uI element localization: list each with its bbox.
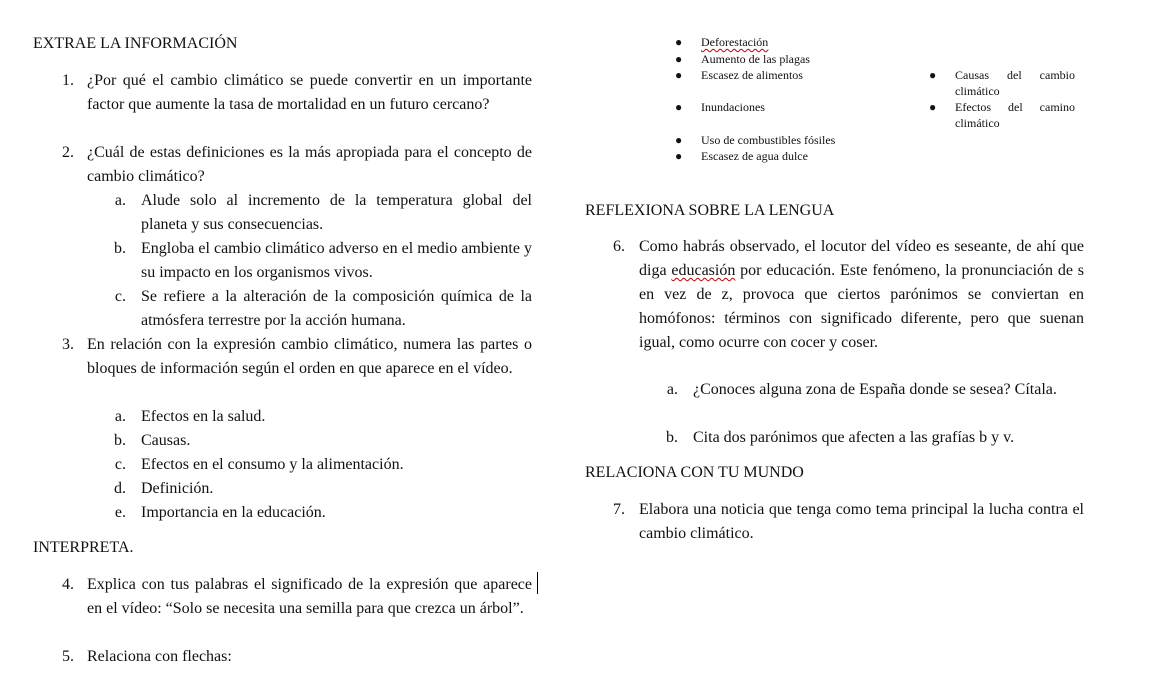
heading-relaciona: RELACIONA CON TU MUNDO: [585, 464, 804, 481]
option-label: b.: [666, 429, 678, 446]
option-text: Causas.: [141, 432, 191, 449]
question-6: Como habrás observado, el locutor del vídeo es seseante, de ahí que diga educasión por educación. Este fenómeno, la pronunciación de s en vez de z, provoca que ciertos parónimos se conviertan en homófonos: términos con significado diferente, pero que suenan igual, como ocurre con cocer y coser.: [639, 238, 1085, 351]
question-number: 2.: [62, 144, 74, 161]
bullet-icon: ●: [675, 100, 683, 114]
option-text: Engloba el cambio climático adverso en el medio ambiente y su impacto en los organismos vivos.: [141, 240, 532, 281]
option-label: e.: [114, 504, 126, 521]
bullet-item: ● Aumento de las plagas: [675, 52, 810, 66]
option-label: a.: [114, 192, 126, 209]
option-label: d.: [114, 480, 126, 497]
spelling-error-word: educasión: [671, 262, 736, 279]
option-text: Cita dos parónimos que afecten a las grafías b y v.: [693, 429, 1015, 446]
option-text: Se refiere a la alteración de la composición química de la atmósfera terrestre por la acción humana.: [141, 288, 532, 329]
question-number: 5.: [62, 648, 74, 665]
option-label: c.: [114, 456, 126, 473]
option-label: a.: [114, 408, 126, 425]
bullet-icon: ●: [929, 100, 937, 114]
question-4[interactable]: Explica con tus palabras el significado de la expresión que aparece en el vídeo: “Solo se necesita una semilla para que crezca un árbol”.: [87, 576, 532, 617]
bullet-item: ● Deforestación: [675, 35, 769, 49]
question-7: Elabora una noticia que tenga como tema principal la lucha contra el cambio climático.: [639, 501, 1084, 542]
question-5: Relaciona con flechas:: [87, 648, 232, 665]
bullet-icon: ●: [675, 35, 683, 49]
text-cursor: [537, 572, 538, 594]
option-text: Efectos en la salud.: [141, 408, 266, 425]
question-number: 7.: [613, 501, 625, 518]
option-text: Definición.: [141, 480, 214, 497]
option-label: b.: [114, 240, 126, 257]
bullet-icon: ●: [675, 149, 683, 163]
bullet-item: ● Efectos del camino climático: [929, 100, 1075, 130]
heading-reflexiona: REFLEXIONA SOBRE LA LENGUA: [585, 202, 835, 219]
option-label: b.: [114, 432, 126, 449]
option-text: Alude solo al incremento de la temperatura global del planeta y sus consecuencias.: [141, 192, 532, 233]
bullet-icon: ●: [675, 133, 683, 147]
option-text: Efectos en el consumo y la alimentación.: [141, 456, 404, 473]
bullet-icon: ●: [675, 68, 683, 82]
question-number: 6.: [613, 238, 625, 255]
bullet-item: ● Escasez de alimentos: [675, 68, 803, 82]
question-2: ¿Cuál de estas definiciones es la más apropiada para el concepto de cambio climático?: [87, 144, 532, 185]
question-3: En relación con la expresión cambio climático, numera las partes o bloques de información según el orden en que aparece en el vídeo.: [87, 336, 532, 377]
option-text: Importancia en la educación.: [141, 504, 326, 521]
question-number: 4.: [62, 576, 74, 593]
heading-interpreta: INTERPRETA.: [33, 539, 134, 556]
bullet-item: ● Uso de combustibles fósiles: [675, 133, 836, 147]
heading-extrae: EXTRAE LA INFORMACIÓN: [33, 35, 238, 52]
bullet-item: ● Escasez de agua dulce: [675, 149, 808, 163]
question-number: 3.: [62, 336, 74, 353]
option-label: c.: [114, 288, 126, 305]
bullet-icon: ●: [929, 68, 937, 82]
option-label: a.: [666, 381, 678, 398]
question-1: ¿Por qué el cambio climático se puede convertir en un importante factor que aumente la tasa de mortalidad en un futuro cercano?: [87, 72, 532, 113]
bullet-item: ● Causas del cambio climático: [929, 68, 1075, 98]
bullet-item: ● Inundaciones: [675, 100, 765, 114]
question-number: 1.: [62, 72, 74, 89]
option-text: ¿Conoces alguna zona de España donde se sesea? Cítala.: [693, 381, 1057, 398]
bullet-icon: ●: [675, 52, 683, 66]
